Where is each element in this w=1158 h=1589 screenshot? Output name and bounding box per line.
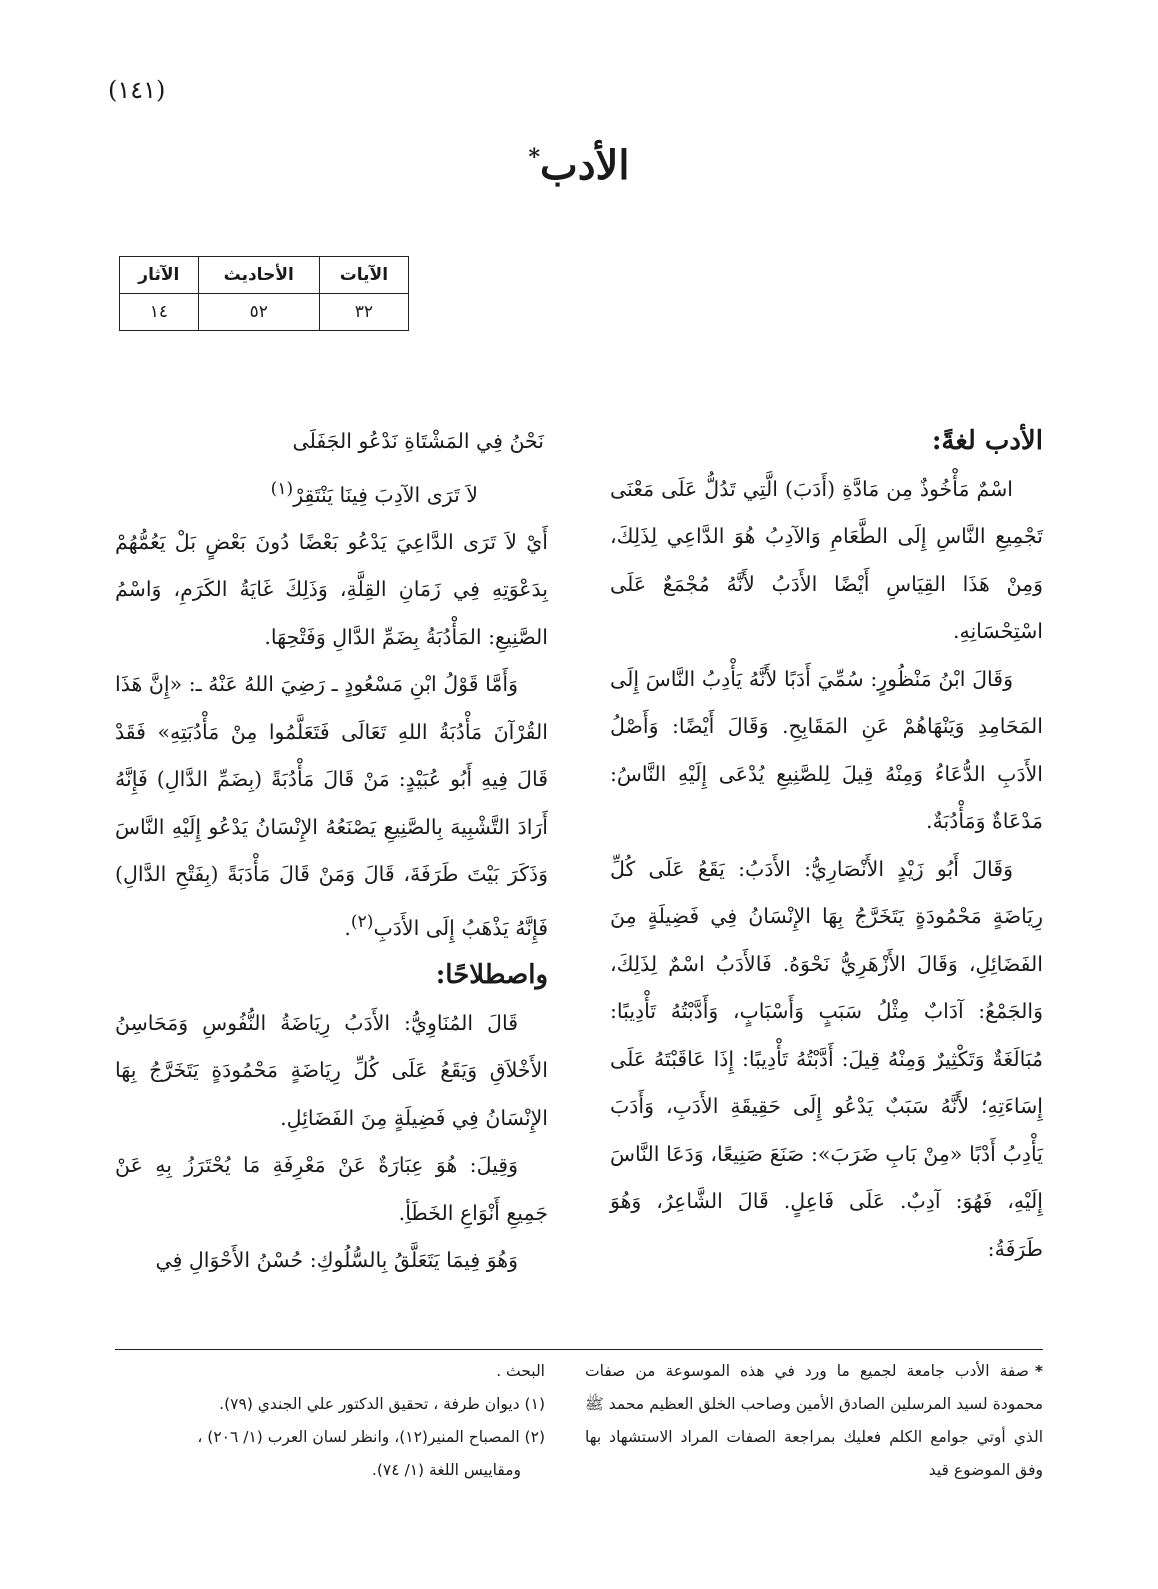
section-heading-istilah: واصطلاحًا: xyxy=(435,960,548,991)
paragraph-text: وَأَمَّا قَوْلُ ابْنِ مَسْعُودٍ ـ رَضِيَ اللهُ عَنْهُ ـ: «إِنَّ هَذَا القُرْآنَ مَأْدُبَةُ اللهِ تَعَالَى فَتَعَلَّمُوا مِنْ مَأْدُبَتِهِ» فَقَدْ قَالَ فِيهِ أَبُو عُبَيْدٍ: مَنْ قَالَ مَأْدُبَةً (بِضَمِّ الدَّالِ) فَإِنَّهُ أَرَادَ التَّشْبِيهَ بِالصَّنِيعِ يَصْنَعُهُ الإِنْسَانُ يَدْعُو إِلَيْهِ النَّاسَ وَذَكَرَ بَيْتَ طَرَفَةَ، قَالَ وَمَنْ قَالَ مَأْدَبَةً (بِفَتْحِ الدَّالِ) فَإِنَّهُ يَذْهَبُ إِلَى الأَدَبِ xyxy=(115,672,548,940)
footnotes-right xyxy=(585,1355,1043,1487)
paragraph: اسْمٌ مَأْخُوذٌ مِن مَادَّةِ (أَدَبَ) الَّتِي تَدُلُّ عَلَى مَعْنَى تَجْمِيعِ النَّاسِ إِلَى الطَّعَامِ وَالآدِبُ هُوَ الدَّاعِي لِذَلِكَ، وَمِنْ هَذَا القِيَاسِ أَيْضًا الأَدَبُ لأَنَّهُ مُجْمَعٌ عَلَى اسْتِحْسَانِهِ. xyxy=(610,476,1043,643)
right-column xyxy=(610,418,1043,1273)
footnote-star-continued: البحث . xyxy=(496,1362,545,1380)
paragraph: وَقَالَ أَبُو زَيْدٍ الأَنْصَارِيُّ: الأَدَبُ: يَقَعُ عَلَى كُلِّ رِيَاضَةٍ مَحْمُودَةٍ يَتَخَرَّجُ بِهَا الإِنْسَانُ فِي فَضِيلَةٍ مِنَ الفَضَائِلِ، وَقَالَ الأَزْهَرِيُّ نَحْوَهُ. فَالأَدَبُ اسْمٌ لِذَلِكَ، وَالجَمْعُ: آدَابٌ مِثْلُ سَبَبٍ وَأَسْبَابٍ، وَأَدَّبْتُهُ تَأْدِيبًا: مُبَالَغَةٌ وَتَكْثِيرٌ وَمِنْهُ قِيلَ: أَدَّبْتُهُ تَأْدِيبًا: إِذَا عَاقَبْتَهُ عَلَى إِسَاءَتِهِ؛ لأَنَّهُ سَبَبٌ يَدْعُو إِلَى حَقِيقَةِ الأَدَبِ، وَأَدَبَ يَأْدِبُ أَدْبًا «مِنْ بَابِ ضَرَبَ»: صَنَعَ صَنِيعًا، وَدَعَا النَّاسَ إِلَيْهِ، فَهُوَ: آدِبٌ. عَلَى فَاعِلٍ. قَالَ الشَّاعِرُ، وَهُوَ طَرَفَةُ: xyxy=(610,856,1043,1261)
section-heading-lugha: الأدب لغةً: xyxy=(931,426,1043,456)
page-number: (١٤١) xyxy=(108,76,166,104)
footnote-ref-1: (١) xyxy=(270,478,294,499)
footnote-2: (٢) المصباح المنير(١٢)، وانظر لسان العرب (١/ ٢٠٦) ، xyxy=(197,1428,545,1446)
stats-value-ayat: ٣٢ xyxy=(319,294,408,331)
paragraph: وَقِيلَ: هُوَ عِبَارَةٌ عَنْ مَعْرِفَةِ مَا يُحْتَرَزُ بِهِ عَنْ جَمِيعِ أَنْوَاعِ الخَطَأِ. xyxy=(115,1153,548,1225)
verse-line-2 xyxy=(115,466,548,519)
footnote-star-mark: * xyxy=(1034,1362,1043,1380)
verse-line-1: نَحْنُ فِي المَشْتَاةِ نَدْعُو الجَفَلَى xyxy=(292,429,544,453)
left-column xyxy=(115,418,548,1285)
paragraph: أَيْ لاَ تَرَى الدَّاعِيَ يَدْعُو بَعْضًا دُونَ بَعْضٍ بَلْ يَعُمُّهُمْ بِدَعْوَتِهِ فِي زَمَانِ القِلَّةِ، وَذَلِكَ غَايَةُ الكَرَمِ، وَاسْمُ الصَّنِيعِ: المَأْدُبَةُ بِضَمِّ الدَّالِ وَفَتْحِهَا. xyxy=(115,529,548,649)
footnote-1: (١) ديوان طرفة ، تحقيق الدكتور علي الجندي (٧٩). xyxy=(219,1395,545,1413)
stats-header-ahadith: الأحاديث xyxy=(198,257,319,294)
paragraph: وَأَمَّا قَوْلُ ابْنِ مَسْعُودٍ ـ رَضِيَ اللهُ عَنْهُ ـ: «إِنَّ هَذَا القُرْآنَ مَأْدُبَةُ اللهِ تَعَالَى فَتَعَلَّمُوا مِنْ مَأْدُبَتِهِ» فَقَدْ قَالَ فِيهِ أَبُو عُبَيْدٍ: مَنْ قَالَ مَأْدُبَةً (بِضَمِّ الدَّالِ) فَإِنَّهُ أَرَادَ التَّشْبِيهَ بِالصَّنِيعِ يَصْنَعُهُ الإِنْسَانُ يَدْعُو إِلَيْهِ النَّاسَ وَذَكَرَ بَيْتَ طَرَفَةَ، قَالَ وَمَنْ قَالَ مَأْدَبَةً (بِفَتْحِ الدَّالِ) فَإِنَّهُ يَذْهَبُ إِلَى الأَدَبِ$^{(٢)}$. xyxy=(115,672,548,940)
stats-table xyxy=(119,256,409,331)
verse-line-2-text: لاَ تَرَى الآدِبَ فِينَا يَنْتَقِرْ xyxy=(293,482,478,507)
paragraph: قَالَ المُنَاوِيُّ: الأَدَبُ رِيَاضَةُ النُّفُوسِ وَمَحَاسِنُ الأَخْلاَقِ وَيَقَعُ عَلَى كُلِّ رِيَاضَةٍ مَحْمُودَةٍ يَتَخَرَّجُ بِهَا الإِنْسَانُ فِي فَضِيلَةٍ مِنَ الفَضَائِلِ. xyxy=(115,1010,548,1130)
footnote-2-continued: ومقاييس اللغة (١/ ٧٤). xyxy=(371,1461,521,1479)
title-footnote-mark: * xyxy=(528,144,541,171)
footnote-star-text: صفة الأدب جامعة لجميع ما ورد في هذه الموسوعة من صفات محمودة لسيد المرسلين الصادق الأمين وصاحب الخلق العظيم محمد ﷺ الذي أوتي جوامع الكلم فعليك بمراجعة الصفات المراد الاستشهاد بها وفق الموضوع قيد xyxy=(585,1362,1043,1479)
stats-header-athar: الآثار xyxy=(120,257,199,294)
footnote-star xyxy=(585,1355,1043,1487)
footnote-ref-2: (٢) xyxy=(350,911,374,932)
stats-value-ahadith: ٥٢ xyxy=(198,294,319,331)
footnote-divider xyxy=(115,1349,1043,1350)
stats-header-ayat: الآيات xyxy=(319,257,408,294)
stats-value-athar: ١٤ xyxy=(120,294,199,331)
paragraph: وَهُوَ فِيمَا يَتَعَلَّقُ بِالسُّلُوكِ: حُسْنُ الأَحْوَالِ فِي xyxy=(155,1248,518,1273)
paragraph: وَقَالَ ابْنُ مَنْظُورٍ: سُمِّيَ أَدَبًا لأَنَّهُ يَأْدِبُ النَّاسَ إِلَى المَحَامِدِ وَيَنْهَاهُمْ عَنِ المَقَابِحِ. وَقَالَ أَيْضًا: وَأَصْلُ الأَدَبِ الدُّعَاءُ وَمِنْهُ قِيلَ لِلصَّنِيعِ يُدْعَى إِلَيْهِ النَّاسُ: مَدْعَاةٌ وَمَأْدُبَةٌ. xyxy=(610,666,1043,833)
stats-header-row xyxy=(120,257,409,294)
stats-value-row xyxy=(120,294,409,331)
footnotes-left xyxy=(115,1355,545,1487)
title-text: الأدب xyxy=(540,142,630,189)
page-title xyxy=(0,142,1158,189)
